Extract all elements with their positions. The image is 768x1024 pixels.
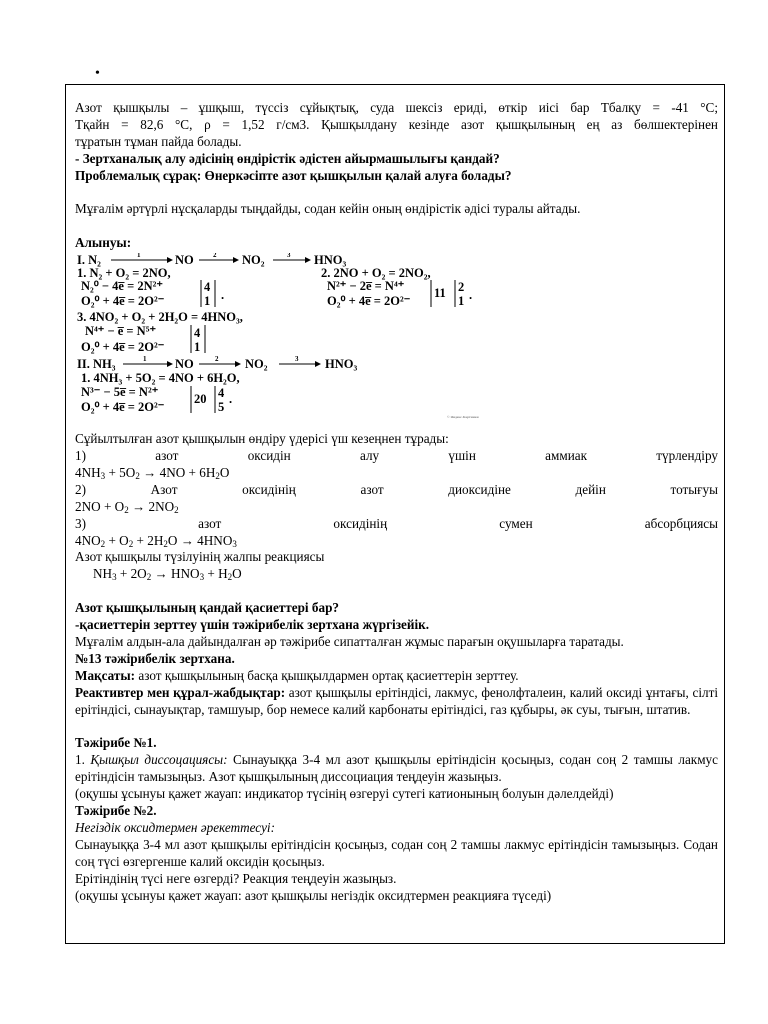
scheme-r1: 1. N₂ + O₂ = 2NO, (77, 266, 171, 281)
intro-line-2: Тқайн = 82,6 °С, ρ = 1,52 г/см3. Қышқылдану кезінде азот қышқылының ең аз бөлшектерінен (75, 116, 718, 132)
bullet-marker: • (95, 66, 100, 81)
scheme-watermark: © Яндекс.Картинки (447, 415, 479, 420)
document-body (75, 100, 718, 904)
scheme-r2: 2. 2NO + O₂ = 2NO₂, (321, 266, 431, 281)
experiment-1-text: 1. Қышқыл диссоцациясы: Сынауыққа 3-4 мл азот қышқылы ерітіндісін қосыңыз, содан соң 2 тамшы лакмус ерітіндісін тамызыңыз. Азот қышқылының диссоциация теңдеуін жазыңыз. (75, 752, 719, 785)
svg-text:4: 4 (218, 386, 225, 401)
experiment-2-answer: (оқушы ұсынуы қажет жауап: азот қышқылы негіздік оксидтермен реакцияға түседі) (75, 887, 552, 903)
experiment-2-name: Негіздік оксидтермен әрекеттесуі: (75, 819, 275, 835)
obtain-heading: Алынуы: (75, 235, 132, 251)
svg-text:2: 2 (458, 280, 465, 295)
svg-text:N²⁺ − 2e̅ = N⁴⁺: N²⁺ − 2e̅ = N⁴⁺ (327, 279, 405, 294)
experiment-2-question: Ерітіндінің түсі неге өзгерді? Реакция теңдеуін жазыңыз. (75, 870, 397, 886)
svg-text:3: 3 (295, 355, 299, 364)
experiment-1-answer: (оқушы ұсынуы қажет жауап: индикатор түсінің өзгеруі сутегі катионының болуын дәлелдейді) (75, 786, 614, 802)
process-intro: Сұйылтылған азот қышқылын өндіру үдерісі үш кезеңнен тұрады: (75, 431, 449, 447)
svg-text:N₂⁰ − 4e̅ = 2N²⁺: N₂⁰ − 4e̅ = 2N²⁺ (81, 279, 163, 294)
reagents: Реактивтер мен құрал-жабдықтар: азот қышқылы ерітіндісі, лакмус, фенолфталеин, калий оксиді ұнтағы, сілті ерітіндісі, сынауықтар, тамшуыр, бор немесе калий карбонаты ерітіндісі, газ құбыры, әк суы, тығын, штатив. (75, 684, 718, 717)
svg-text:O₂⁰ + 4e̅ = 2O²⁻: O₂⁰ + 4e̅ = 2O²⁻ (81, 400, 165, 415)
intro-line-1: Азот қышқылы – ұшқыш, түссіз сұйықтық, суда шексіз ериді, өткір иісі бар Тбалқу = -41 °С; (75, 100, 718, 115)
svg-text:1: 1 (458, 294, 465, 309)
step-1: 1) азот оксидін алу үшін аммиак түрлендіру (75, 448, 718, 464)
properties-question: Азот қышқылының қандай қасиеттері бар? (75, 600, 340, 616)
equation-3: $4NO_2 + O_2 + 2H_2O \to 4HNO_3$ (75, 532, 237, 549)
svg-text:.: . (469, 288, 473, 303)
total-reaction-label: Азот қышқылы түзілуінің жалпы реакциясы (75, 549, 325, 565)
scheme-l2-b: NO (175, 357, 194, 372)
step-3: 3) азот оксидінің сумен абсорбциясы (75, 515, 718, 531)
svg-text:2: 2 (213, 253, 217, 260)
question-1: - Зертханалық алу әдісінің өндірістік әдістен айырмашылығы қандай? (75, 150, 500, 166)
svg-text:.: . (221, 288, 225, 303)
svg-text:N⁴⁺ − e̅ = N⁵⁺: N⁴⁺ − e̅ = N⁵⁺ (85, 324, 157, 339)
svg-text:1: 1 (204, 294, 211, 309)
total-equation: $NH_3 + 2O_2 \to HNO_3 + H_2O$ (93, 566, 242, 583)
reaction-scheme-image (75, 253, 481, 421)
scheme-l1-d: HNO₃ (314, 253, 347, 268)
scheme-l1-a: I. N₂ (77, 253, 101, 268)
scheme-l2-a: II. NH₃ (77, 357, 116, 372)
problem-question: Проблемалық сұрақ: Өнеркәсіпте азот қышқылын қалай алуға болады? (75, 167, 512, 183)
svg-text:2: 2 (215, 355, 219, 364)
scheme-l2-c: NO₂ (245, 357, 268, 372)
scheme-l1-b: NO (175, 253, 194, 268)
svg-text:5: 5 (218, 400, 225, 415)
step-2: 2) Азот оксидінің азот диоксидіне дейін тотығуы (75, 481, 718, 497)
lab-goal: Мақсаты: азот қышқылының басқа қышқылдармен ортақ қасиеттерін зерттеу. (75, 667, 519, 683)
teacher-note: Мұғалім әртүрлі нұсқаларды тыңдайды, содан кейін оның өндірістік әдісі туралы айтады. (75, 201, 581, 217)
svg-text:O₂⁰ + 4e̅ = 2O²⁻: O₂⁰ + 4e̅ = 2O²⁻ (327, 294, 411, 309)
svg-text:.: . (229, 392, 233, 407)
svg-text:4: 4 (194, 326, 201, 341)
svg-text:O₂⁰ + 4e̅ = 2O²⁻: O₂⁰ + 4e̅ = 2O²⁻ (81, 294, 165, 309)
scheme-l1-c: NO₂ (242, 253, 265, 268)
scheme-l2-d: HNO₃ (325, 357, 358, 372)
svg-text:1: 1 (143, 355, 147, 364)
svg-text:N³⁻ − 5e̅ = N²⁺: N³⁻ − 5e̅ = N²⁺ (81, 385, 159, 400)
teacher-handout: Мұғалім алдын-ала дайындалған әр тәжірибе сипатталған жұмыс парағын оқушыларға таратады. (75, 633, 624, 649)
svg-text:20: 20 (194, 392, 207, 407)
scheme-r4: 1. 4NH₃ + 5O₂ = 4NO + 6H₂O, (81, 371, 240, 386)
svg-text:11: 11 (434, 286, 446, 301)
lab-title: №13 тәжірибелік зертхана. (75, 650, 235, 666)
experiment-1-title: Тәжірибе №1. (75, 735, 157, 751)
svg-text:1: 1 (137, 253, 141, 260)
svg-text:4: 4 (204, 280, 211, 295)
lab-intro: -қасиеттерін зерттеу үшін тәжірибелік зертхана жүргізейік. (75, 617, 430, 633)
intro-line-3: тұратын тұман пайда болады. (75, 133, 242, 149)
equation-2: $2NO + O_2 \to 2NO_2$ (75, 498, 179, 515)
svg-text:1: 1 (194, 340, 201, 355)
experiment-2-title: Тәжірибе №2. (75, 803, 157, 819)
scheme-r3: 3. 4NO₂ + O₂ + 2H₂O = 4HNO₃, (77, 310, 243, 325)
equation-1: $4NH_3 + 5O_2 \to 4NO + 6H_2O$ (75, 464, 230, 481)
svg-text:3: 3 (287, 253, 291, 260)
svg-text:O₂⁰ + 4e̅ = 2O²⁻: O₂⁰ + 4e̅ = 2O²⁻ (81, 340, 165, 355)
experiment-2-text: Сынауыққа 3-4 мл азот қышқылы ерітіндісін қосыңыз, содан соң 2 тамшы лакмус ерітіндісін тамызыңыз. Содан соң түсі өзгергенше калий оксидін қосыңыз. (75, 836, 718, 869)
